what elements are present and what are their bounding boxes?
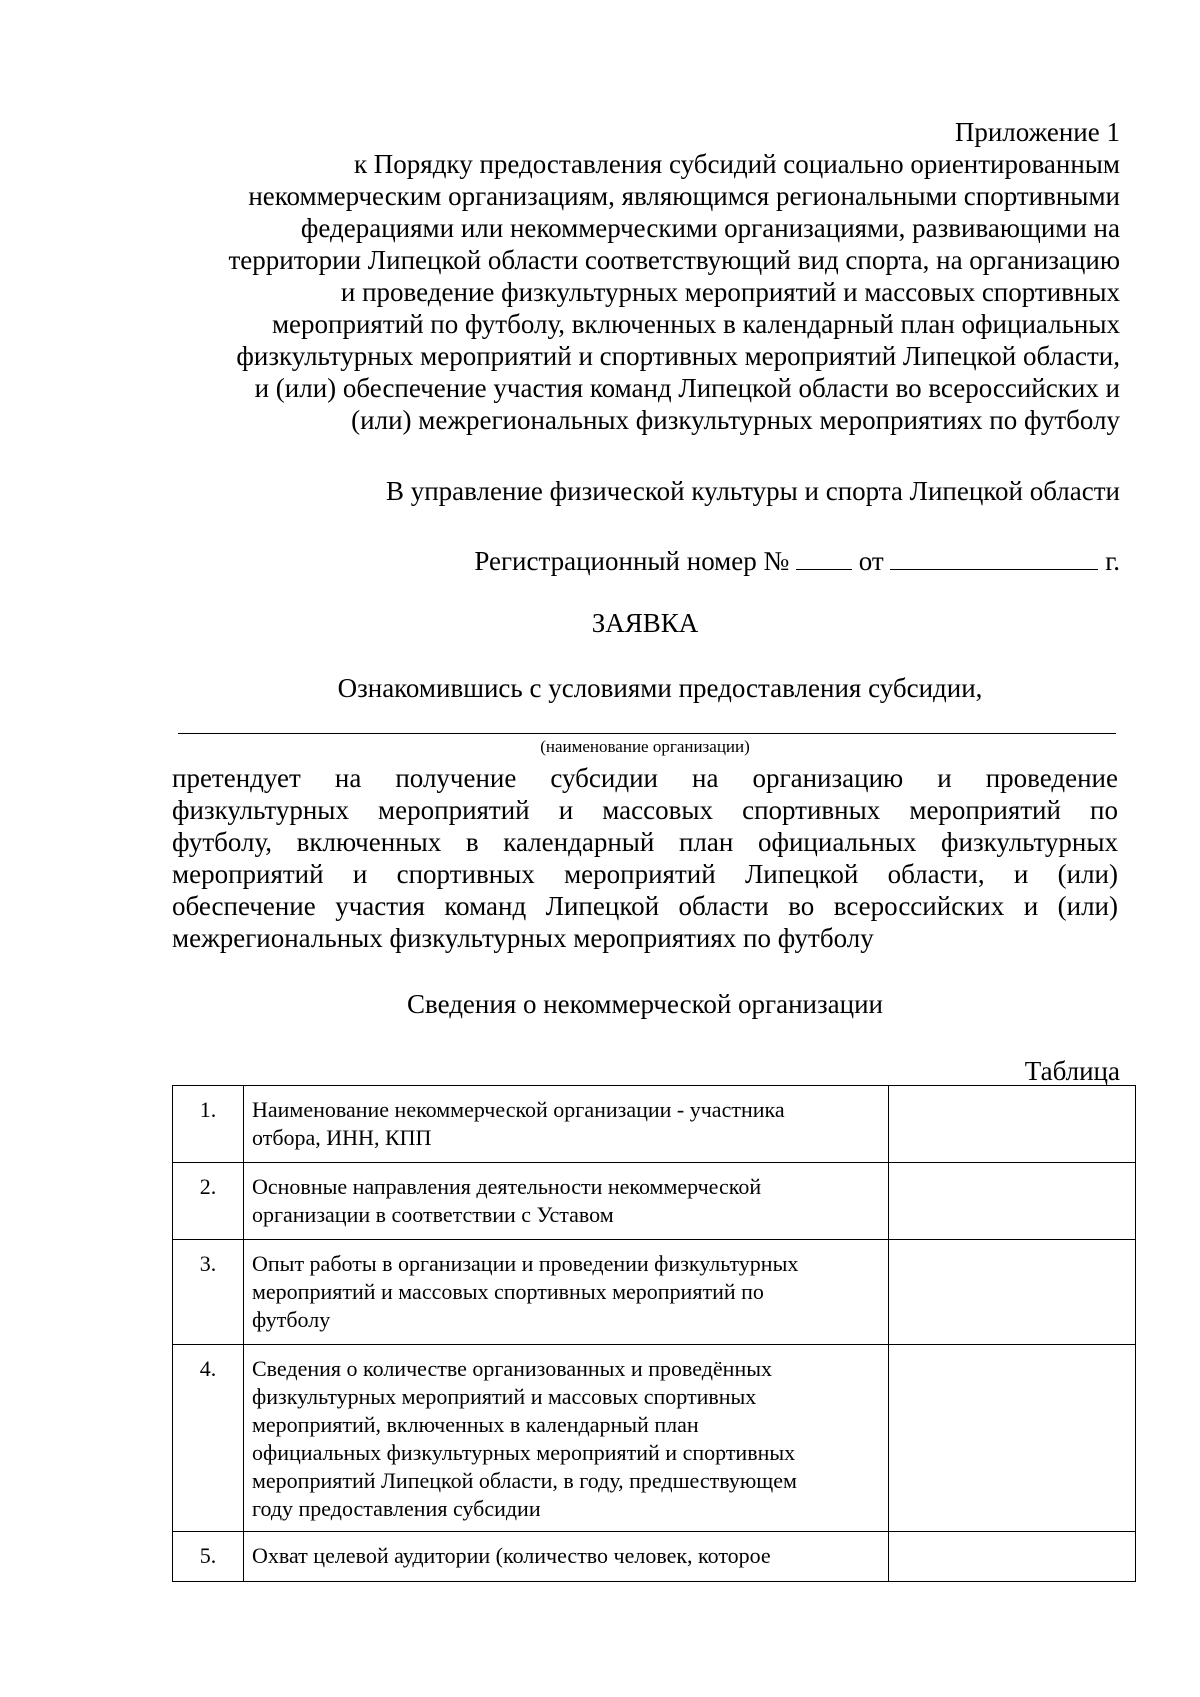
row-value-cell[interactable] [889, 1532, 1136, 1582]
appendix-line: (или) межрегиональных физкультурных мероприятиях по футболу [351, 405, 1120, 435]
registration-date-blank[interactable] [890, 547, 1098, 570]
organization-info-table [172, 1085, 1136, 1582]
row-label-line: организации в соответствии с Уставом [252, 1202, 614, 1227]
addressee: В управление физической культуры и спорта Липецкой области [385, 476, 1120, 506]
row-label [244, 1532, 889, 1582]
row-value-cell[interactable] [889, 1345, 1136, 1532]
row-value-cell[interactable] [889, 1163, 1136, 1240]
table-row [173, 1163, 1136, 1240]
row-label-line: году предоставления субсидии [252, 1496, 541, 1521]
organization-name-blank[interactable] [178, 733, 1116, 734]
registration-from-label: от [858, 546, 884, 576]
appendix-line: к Порядку предоставления субсидий социально ориентированным [353, 149, 1120, 179]
body-line: претендует на получение субсидии на организацию и проведение [172, 763, 1118, 793]
row-number: 1. [173, 1086, 244, 1163]
appendix-line: территории Липецкой области соответствующий вид спорта, на организацию [228, 245, 1120, 275]
row-label [244, 1345, 889, 1532]
row-number: 3. [173, 1240, 244, 1345]
row-label [244, 1240, 889, 1345]
body-line: межрегиональных физкультурных мероприятиях по футболу [172, 923, 874, 953]
row-label-line: официальных физкультурных мероприятий и спортивных [252, 1440, 796, 1465]
table-row [173, 1240, 1136, 1345]
row-label-line: футболу [252, 1307, 331, 1332]
section-title: Сведения о некоммерческой организации [406, 989, 884, 1019]
row-label-line: Наименование некоммерческой организации - участника [252, 1097, 785, 1122]
registration-number-line [170, 545, 1120, 577]
row-number: 4. [173, 1345, 244, 1532]
table-row [173, 1532, 1136, 1582]
registration-number-blank[interactable] [796, 547, 852, 570]
appendix-line: мероприятий по футболу, включенных в календарный план официальных [271, 309, 1120, 339]
row-label-line: мероприятий, включенных в календарный план [252, 1412, 699, 1437]
table-label: Таблица [1024, 1056, 1120, 1086]
appendix-line: физкультурных мероприятий и спортивных мероприятий Липецкой области, [236, 341, 1120, 371]
appendix-line: и проведение физкультурных мероприятий и массовых спортивных [340, 277, 1120, 307]
document-title: ЗАЯВКА [591, 608, 699, 638]
row-value-cell[interactable] [889, 1240, 1136, 1345]
row-label [244, 1086, 889, 1163]
row-label-line: отбора, ИНН, КПП [252, 1125, 432, 1150]
registration-year-suffix: г. [1105, 546, 1120, 576]
row-value-cell[interactable] [889, 1086, 1136, 1163]
row-label-line: Охват целевой аудитории (количество человек, которое [252, 1543, 771, 1568]
appendix-line: некоммерческим организациям, являющимся региональными спортивными [248, 181, 1120, 211]
registration-label: Регистрационный номер № [474, 546, 790, 576]
row-label-line: Опыт работы в организации и проведении физкультурных [252, 1251, 799, 1276]
row-label-line: Основные направления деятельности некоммерческой [252, 1174, 762, 1199]
appendix-line: Приложение 1 [954, 117, 1120, 147]
table-row [173, 1345, 1136, 1532]
table-row [173, 1086, 1136, 1163]
row-label-line: Сведения о количестве организованных и проведённых [252, 1356, 772, 1381]
appendix-line: федерациями или некоммерческими организациями, развивающими на [300, 213, 1120, 243]
row-label-line: мероприятий Липецкой области, в году, предшествующем [252, 1468, 797, 1493]
body-paragraph [172, 762, 1118, 954]
row-label-line: физкультурных мероприятий и массовых спортивных [252, 1384, 757, 1409]
appendix-line: и (или) обеспечение участия команд Липецкой области во всероссийских и [254, 373, 1120, 403]
row-label [244, 1163, 889, 1240]
intro-text: Ознакомившись с условиями предоставления субсидии, [337, 673, 983, 703]
appendix-header [170, 116, 1120, 436]
organization-name-caption: (наименование организации) [540, 737, 750, 756]
body-line: мероприятий и спортивных мероприятий Липецкой области, и (или) [172, 859, 1118, 889]
body-line: футболу, включенных в календарный план официальных физкультурных [172, 827, 1118, 857]
body-line: физкультурных мероприятий и массовых спортивных мероприятий по [172, 795, 1118, 825]
row-number: 2. [173, 1163, 244, 1240]
row-number: 5. [173, 1532, 244, 1582]
row-label-line: мероприятий и массовых спортивных мероприятий по [252, 1279, 764, 1304]
body-line: обеспечение участия команд Липецкой области во всероссийских и (или) [172, 891, 1118, 921]
